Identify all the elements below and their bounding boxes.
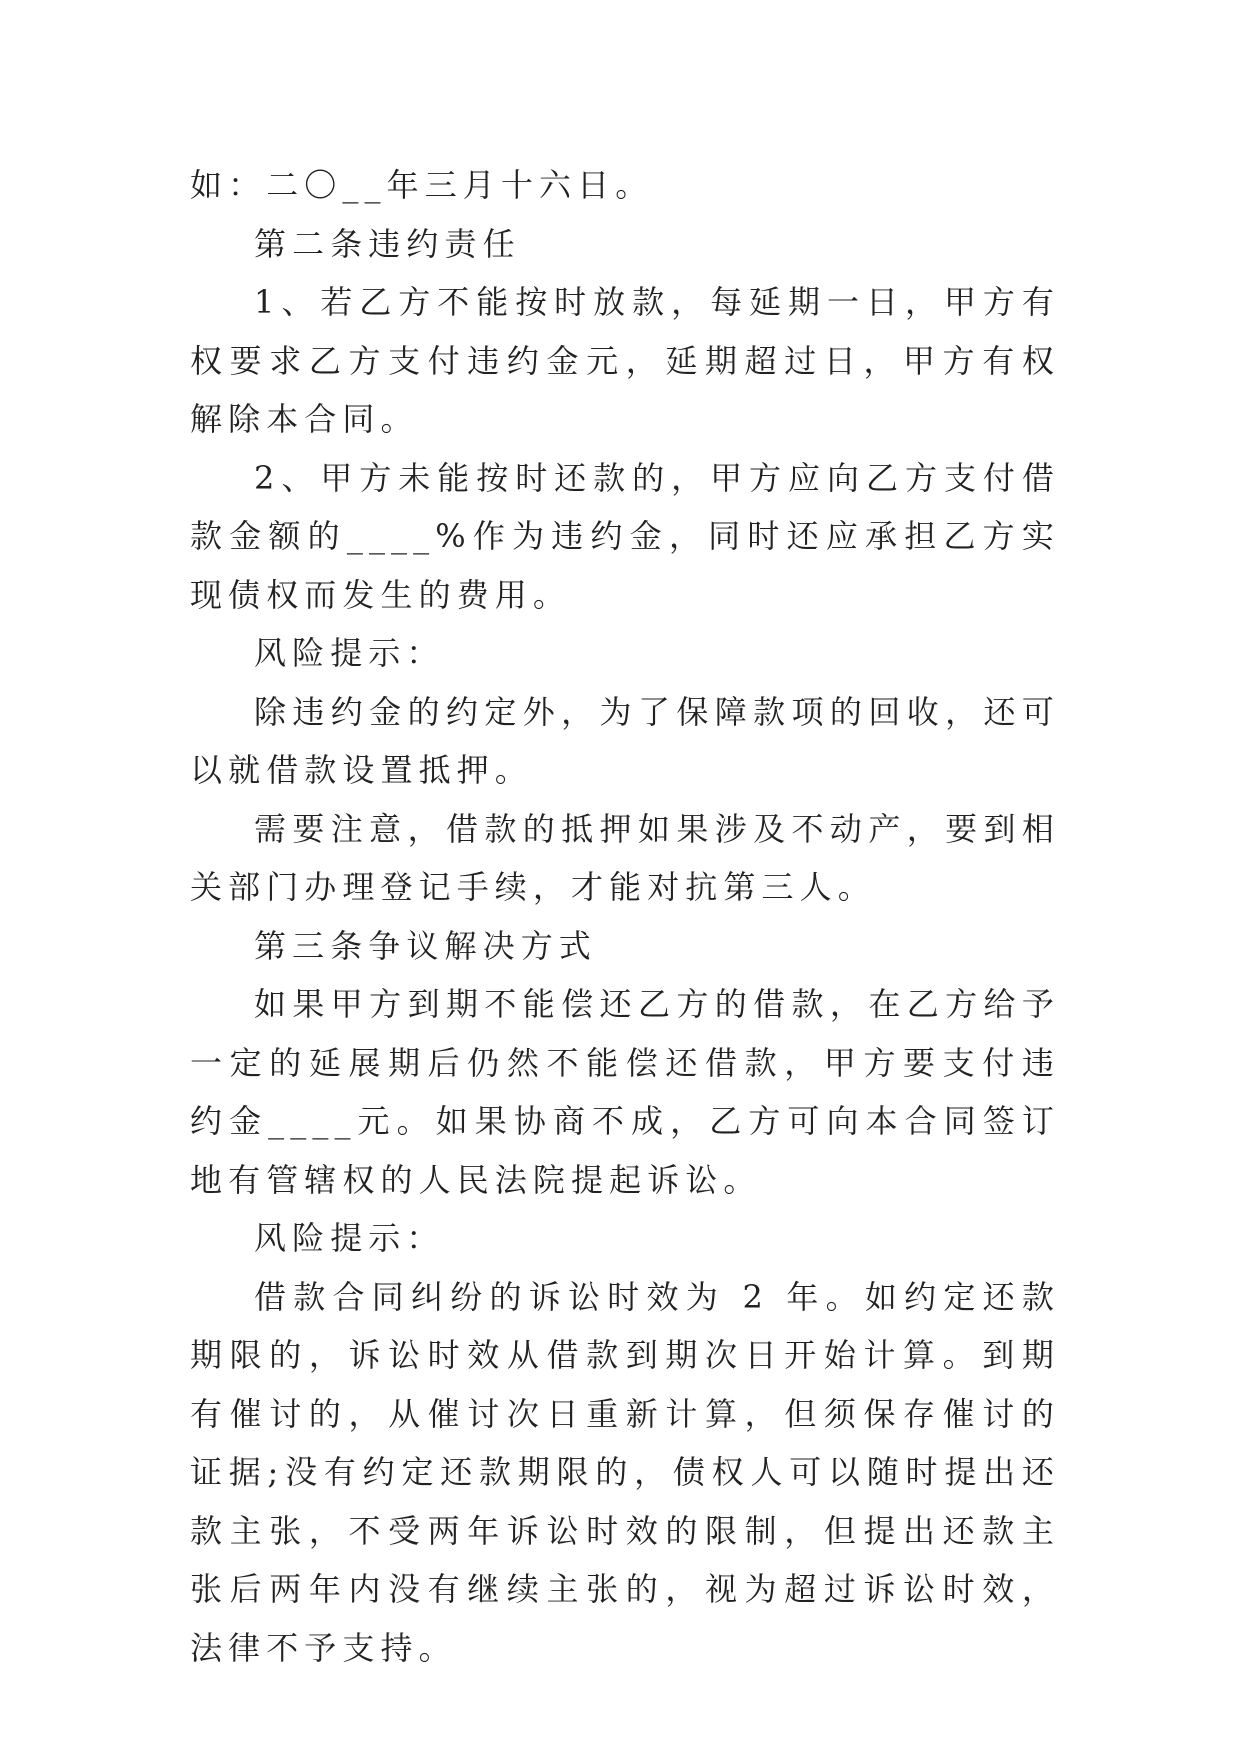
risk-tip-2-paragraph: 借款合同纠纷的诉讼时效为 2 年。如约定还款期限的，诉讼时效从借款到期次日开始计算。到期有催讨的，从催讨次日重新计算，但须保存催讨的证据;没有约定还款期限的，债权人可以随时提出还款主张，不受两年诉讼时效的限制，但提出还款主张后两年内没有继续主张的，视为超过诉讼时效，法律不予支持。 <box>190 1277 1060 1667</box>
risk-tip-1-paragraph-1: 除违约金的约定外，为了保障款项的回收，还可以就借款设置抵押。 <box>190 692 1060 789</box>
document-body <box>190 156 1060 1677</box>
article-2-heading: 第二条违约责任 <box>254 224 521 263</box>
article-3-heading: 第三条争议解决方式 <box>254 926 597 965</box>
risk-tip-heading-2: 风险提示： <box>254 1219 445 1257</box>
article-2-clause-1: 1、若乙方不能按时放款，每延期一日，甲方有权要求乙方支付违约金元，延期超过日，甲方有权解除本合同。 <box>190 283 1060 438</box>
risk-tip-1-paragraph-2: 需要注意，借款的抵押如果涉及不动产，要到相关部门办理登记手续，才能对抗第三人。 <box>190 809 1060 906</box>
date-line: 如：二〇__年三月十六日。 <box>190 166 654 204</box>
article-3-paragraph: 如果甲方到期不能偿还乙方的借款，在乙方给予一定的延展期后仍然不能偿还借款，甲方要支付违约金____元。如果协商不成，乙方可向本合同签订地有管辖权的人民法院提起诉讼。 <box>190 985 1060 1199</box>
risk-tip-heading-1: 风险提示： <box>254 634 445 672</box>
article-2-clause-2: 2、甲方未能按时还款的，甲方应向乙方支付借款金额的____%作为违约金，同时还应承担乙方实现债权而发生的费用。 <box>190 458 1060 614</box>
